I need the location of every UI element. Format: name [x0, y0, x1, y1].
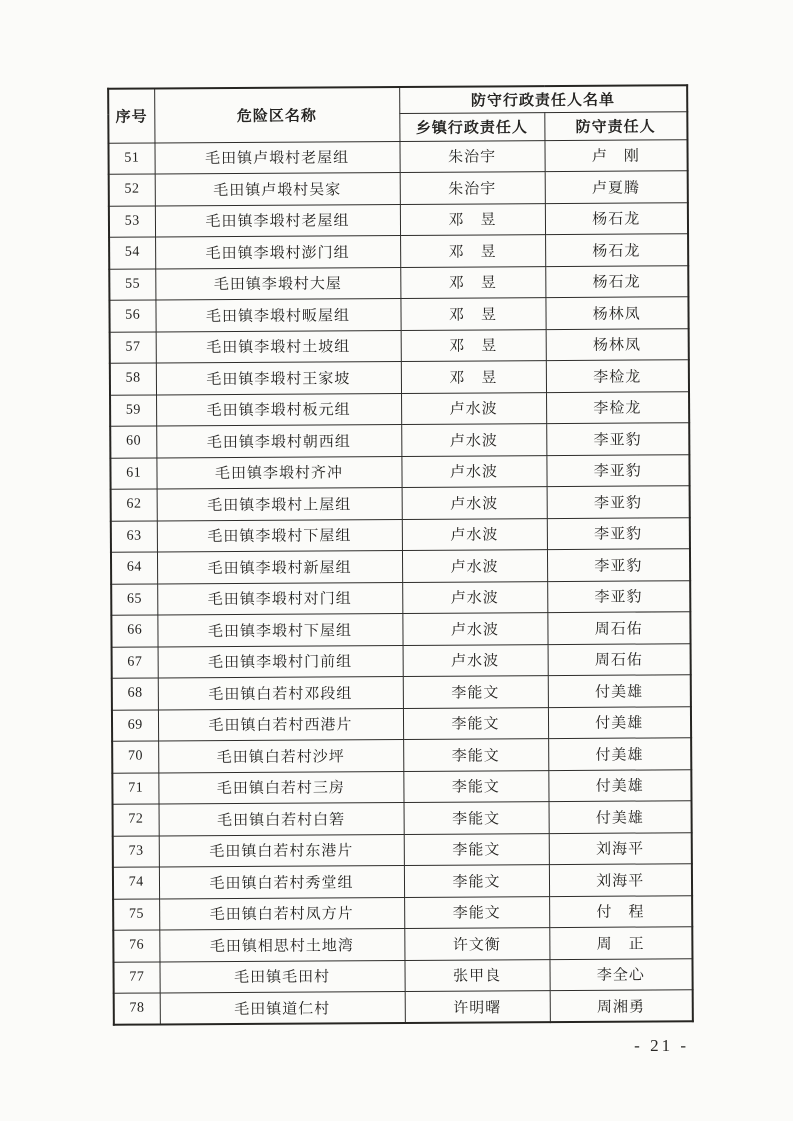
table-row — [112, 706, 691, 741]
table-row — [111, 517, 690, 552]
row-danger-zone-name: 毛田镇李塅村下屋组 — [157, 613, 402, 646]
row-admin-responsible: 朱治宇 — [399, 140, 544, 172]
row-seq: 55 — [109, 268, 155, 300]
row-defense-responsible: 李检龙 — [546, 391, 689, 423]
row-defense-responsible: 周石佑 — [548, 643, 691, 675]
table-header — [108, 85, 687, 143]
row-admin-responsible: 许明曙 — [405, 991, 550, 1023]
row-seq: 72 — [113, 804, 159, 836]
table-row — [110, 360, 689, 395]
row-defense-responsible: 杨石龙 — [545, 265, 688, 297]
row-admin-responsible: 卢水波 — [402, 487, 547, 519]
row-seq: 68 — [112, 678, 158, 710]
row-admin-responsible: 李能文 — [403, 739, 548, 771]
row-admin-responsible: 邓 昱 — [400, 266, 545, 298]
row-defense-responsible: 杨石龙 — [545, 234, 688, 266]
row-defense-responsible: 卢夏腾 — [545, 171, 688, 203]
row-admin-responsible: 卢水波 — [403, 644, 548, 676]
row-danger-zone-name: 毛田镇李塅村王家坡 — [156, 361, 401, 394]
responsibility-table — [107, 84, 694, 1026]
row-admin-responsible: 李能文 — [403, 770, 548, 802]
row-admin-responsible: 卢水波 — [401, 392, 546, 424]
row-seq: 71 — [112, 772, 158, 804]
row-seq: 69 — [112, 709, 158, 741]
row-defense-responsible: 周石佑 — [547, 612, 690, 644]
row-defense-responsible: 杨石龙 — [545, 202, 688, 234]
row-seq: 73 — [113, 835, 159, 867]
row-defense-responsible: 付美雄 — [548, 738, 691, 770]
row-seq: 51 — [108, 142, 154, 174]
table-row — [112, 643, 691, 678]
row-seq: 67 — [112, 646, 158, 678]
table-row — [110, 391, 689, 426]
row-seq: 63 — [111, 520, 157, 552]
row-seq: 75 — [113, 898, 159, 930]
row-danger-zone-name: 毛田镇李塅村澎门组 — [155, 235, 400, 268]
table-row — [109, 297, 688, 332]
row-defense-responsible: 付 程 — [549, 895, 692, 927]
row-admin-responsible: 李能文 — [403, 676, 548, 708]
table-row — [109, 171, 688, 206]
row-danger-zone-name: 毛田镇李塅村畈屋组 — [155, 298, 400, 331]
table-row — [113, 801, 692, 836]
row-danger-zone-name: 毛田镇李塅村板元组 — [156, 393, 401, 426]
row-admin-responsible: 李能文 — [404, 896, 549, 928]
table-row — [110, 328, 689, 363]
row-seq: 53 — [109, 205, 155, 237]
table-row — [109, 265, 688, 300]
row-defense-responsible: 刘海平 — [549, 832, 692, 864]
page-number: - 21 - — [634, 1036, 689, 1055]
row-danger-zone-name: 毛田镇李塅村大屋 — [155, 267, 400, 300]
row-danger-zone-name: 毛田镇白若村白箬 — [159, 802, 404, 835]
row-defense-responsible: 周 正 — [549, 927, 692, 959]
row-defense-responsible: 李亚豹 — [546, 454, 689, 486]
row-seq: 54 — [109, 237, 155, 269]
row-defense-responsible: 李亚豹 — [547, 580, 690, 612]
row-admin-responsible: 朱治宇 — [400, 172, 545, 204]
table-row — [113, 864, 692, 899]
row-danger-zone-name: 毛田镇卢塅村老屋组 — [154, 141, 399, 174]
row-admin-responsible: 李能文 — [404, 833, 549, 865]
row-defense-responsible: 付美雄 — [548, 706, 691, 738]
row-danger-zone-name: 毛田镇白若村秀堂组 — [159, 865, 404, 898]
table-row — [113, 832, 692, 867]
row-danger-zone-name: 毛田镇李塅村朝西组 — [156, 424, 401, 457]
table-row — [113, 958, 692, 993]
row-danger-zone-name: 毛田镇李塅村对门组 — [157, 582, 402, 615]
row-seq: 56 — [109, 300, 155, 332]
row-danger-zone-name: 毛田镇白若村凤方片 — [159, 897, 404, 930]
row-danger-zone-name: 毛田镇白若村西港片 — [158, 708, 403, 741]
row-seq: 57 — [110, 331, 156, 363]
row-seq: 61 — [110, 457, 156, 489]
row-admin-responsible: 卢水波 — [401, 455, 546, 487]
row-seq: 60 — [110, 426, 156, 458]
row-seq: 64 — [111, 552, 157, 584]
table-row — [112, 675, 691, 710]
row-danger-zone-name: 毛田镇相思村土地湾 — [159, 928, 404, 961]
row-danger-zone-name: 毛田镇白若村邓段组 — [158, 676, 403, 709]
table-row — [112, 769, 691, 804]
row-defense-responsible: 李亚豹 — [546, 423, 689, 455]
row-seq: 65 — [111, 583, 157, 615]
row-danger-zone-name: 毛田镇李塅村齐冲 — [156, 456, 401, 489]
table-row — [111, 580, 690, 615]
table-row — [108, 139, 687, 174]
table-row — [111, 486, 690, 521]
row-seq: 58 — [110, 363, 156, 395]
header-defense-responsible: 防守责任人 — [544, 111, 687, 140]
row-danger-zone-name: 毛田镇道仁村 — [160, 991, 405, 1024]
row-seq: 77 — [113, 961, 159, 993]
row-defense-responsible: 李全心 — [549, 958, 692, 990]
header-seq: 序号 — [108, 88, 154, 142]
row-admin-responsible: 邓 昱 — [400, 203, 545, 235]
row-danger-zone-name: 毛田镇卢塅村吴家 — [155, 172, 400, 205]
row-admin-responsible: 卢水波 — [402, 518, 547, 550]
row-seq: 59 — [110, 394, 156, 426]
row-seq: 78 — [114, 993, 160, 1025]
row-admin-responsible: 李能文 — [404, 865, 549, 897]
table-row — [109, 202, 688, 237]
row-defense-responsible: 付美雄 — [548, 675, 691, 707]
row-danger-zone-name: 毛田镇李塅村下屋组 — [157, 519, 402, 552]
row-defense-responsible: 周湘勇 — [550, 990, 693, 1022]
row-danger-zone-name: 毛田镇李塅村土坡组 — [156, 330, 401, 363]
row-admin-responsible: 邓 昱 — [400, 235, 545, 267]
row-danger-zone-name: 毛田镇白若村三房 — [158, 771, 403, 804]
row-defense-responsible: 刘海平 — [549, 864, 692, 896]
table-row — [112, 738, 691, 773]
row-seq: 66 — [111, 615, 157, 647]
table-body — [108, 139, 692, 1025]
row-danger-zone-name: 毛田镇白若村沙坪 — [158, 739, 403, 772]
header-township-admin-responsible: 乡镇行政责任人 — [399, 112, 544, 141]
table-row — [113, 895, 692, 930]
row-admin-responsible: 李能文 — [403, 707, 548, 739]
row-danger-zone-name: 毛田镇李塅村门前组 — [158, 645, 403, 678]
table-row — [110, 454, 689, 489]
row-defense-responsible: 李亚豹 — [547, 486, 690, 518]
row-admin-responsible: 邓 昱 — [400, 298, 545, 330]
row-defense-responsible: 李检龙 — [546, 360, 689, 392]
row-danger-zone-name: 毛田镇李塅村新屋组 — [157, 550, 402, 583]
row-defense-responsible: 杨林凤 — [545, 297, 688, 329]
row-danger-zone-name: 毛田镇李塅村上屋组 — [157, 487, 402, 520]
header-danger-zone-name: 危险区名称 — [154, 87, 399, 142]
row-admin-responsible: 卢水波 — [402, 550, 547, 582]
row-defense-responsible: 杨林凤 — [546, 328, 689, 360]
table-row — [113, 927, 692, 962]
table-row — [111, 549, 690, 584]
row-seq: 76 — [113, 930, 159, 962]
row-danger-zone-name: 毛田镇李塅村老屋组 — [155, 204, 400, 237]
row-admin-responsible: 许文衡 — [404, 928, 549, 960]
header-responsible-persons-group: 防守行政责任人名单 — [399, 85, 687, 113]
responsibility-table-container — [107, 84, 692, 1026]
row-admin-responsible: 李能文 — [404, 802, 549, 834]
row-defense-responsible: 卢 刚 — [544, 139, 687, 171]
table-row — [114, 990, 693, 1025]
row-defense-responsible: 付美雄 — [548, 769, 691, 801]
row-seq: 74 — [113, 867, 159, 899]
row-admin-responsible: 张甲良 — [404, 959, 549, 991]
row-seq: 52 — [109, 174, 155, 206]
row-admin-responsible: 卢水波 — [401, 424, 546, 456]
row-admin-responsible: 卢水波 — [402, 581, 547, 613]
row-defense-responsible: 付美雄 — [549, 801, 692, 833]
row-admin-responsible: 卢水波 — [402, 613, 547, 645]
row-defense-responsible: 李亚豹 — [547, 549, 690, 581]
row-seq: 62 — [111, 489, 157, 521]
row-danger-zone-name: 毛田镇白若村东港片 — [159, 834, 404, 867]
row-admin-responsible: 邓 昱 — [401, 361, 546, 393]
table-row — [110, 423, 689, 458]
table-row — [111, 612, 690, 647]
row-admin-responsible: 邓 昱 — [401, 329, 546, 361]
table-row — [109, 234, 688, 269]
row-danger-zone-name: 毛田镇毛田村 — [159, 960, 404, 993]
row-seq: 70 — [112, 741, 158, 773]
row-defense-responsible: 李亚豹 — [547, 517, 690, 549]
